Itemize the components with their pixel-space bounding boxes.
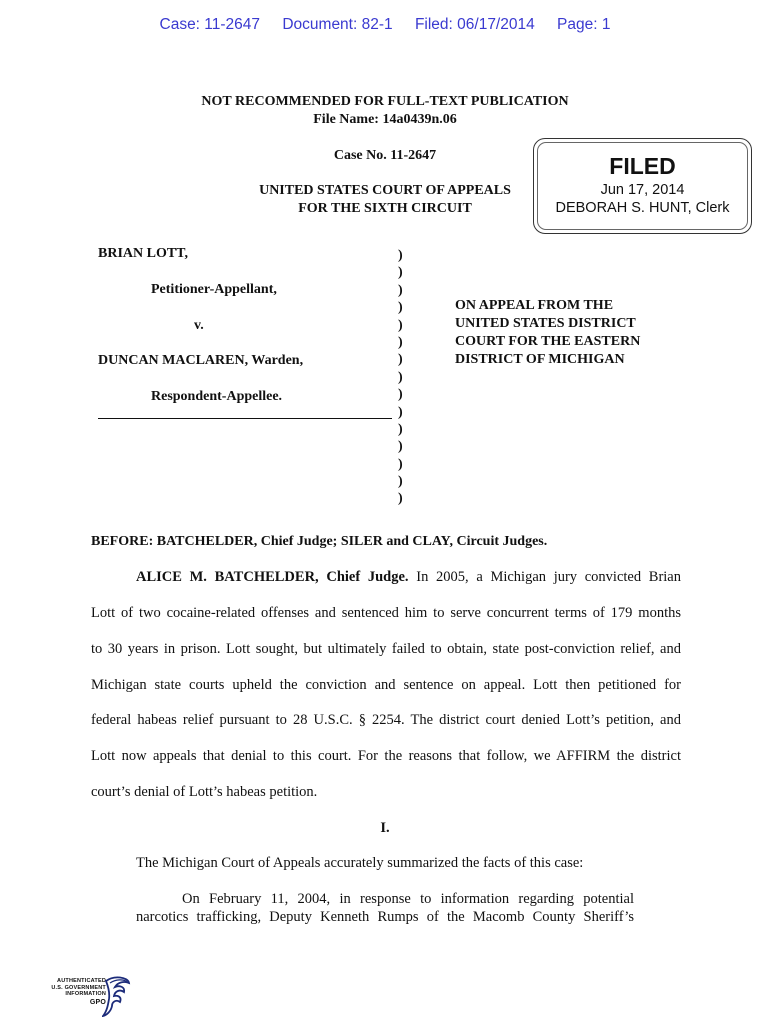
case-header-bar	[0, 16, 770, 34]
paren: )	[398, 248, 403, 263]
respondent-name: DUNCAN MACLAREN, Warden,	[98, 353, 304, 368]
section-intro: The Michigan Court of Appeals accurately summarized the facts of this case:	[136, 855, 584, 871]
opinion-line	[136, 569, 681, 586]
appeal-from-line2: UNITED STATES DISTRICT	[455, 316, 636, 331]
quote-line: narcotics trafficking, Deputy Kenneth Rumps of the Macomb County Sheriff’s	[136, 909, 634, 925]
petitioner-role: Petitioner-Appellant,	[151, 282, 277, 297]
paren: )	[398, 491, 403, 507]
stamp-date: Jun 17, 2014	[600, 182, 685, 198]
caption-parentheses	[398, 247, 410, 508]
petitioner-name: BRIAN LOTT,	[98, 246, 188, 261]
file-name: File Name: 14a0439n.06	[313, 112, 457, 127]
opinion-line: to 30 years in prison. Lott sought, but ultimately failed to obtain, state post-conviction relief, and	[91, 641, 681, 657]
gpo-logo-text	[42, 978, 106, 1007]
appeal-from-line4: DISTRICT OF MICHIGAN	[455, 352, 625, 367]
filed-stamp	[533, 138, 752, 234]
appeal-from-line1: ON APPEAL FROM THE	[455, 298, 614, 313]
opinion-line: Lott of two cocaine-related offenses and sentenced him to serve concurrent terms of 179 months	[91, 605, 681, 621]
opinion-line: Lott now appeals that denial to this court. For the reasons that follow, we AFFIRM the district	[91, 748, 681, 764]
paren: )	[398, 387, 403, 403]
versus: v.	[194, 318, 204, 333]
page-number-label: Page: 1	[557, 16, 611, 33]
paren: )	[398, 352, 403, 368]
paren: )	[398, 439, 403, 455]
case-number: Case No. 11-2647	[333, 148, 437, 163]
paren: )	[398, 474, 403, 490]
caption-divider	[98, 418, 392, 419]
paren: )	[398, 404, 403, 420]
paren: )	[398, 282, 403, 298]
gpo-logo-line: INFORMATION	[65, 991, 106, 997]
opinion-line: federal habeas relief pursuant to 28 U.S.C. § 2254. The district court denied Lott’s petition, and	[91, 712, 681, 728]
quote-line: On February 11, 2004, in response to information regarding potential	[182, 891, 634, 907]
gpo-logo-line: AUTHENTICATED	[57, 978, 106, 984]
stamp-clerk: DEBORAH S. HUNT, Clerk	[555, 200, 730, 216]
opinion-line: Michigan state courts upheld the conviction and sentence on appeal. Lott then petitioned for	[91, 677, 681, 693]
case-number-label: Case: 11-2647	[159, 16, 261, 33]
section-heading: I.	[380, 820, 390, 836]
paren: )	[398, 317, 403, 333]
gpo-logo-line: GPO	[89, 998, 106, 1006]
document-number-label: Document: 82-1	[282, 16, 393, 33]
gpo-authenticated-logo	[42, 975, 132, 1017]
paren: )	[398, 456, 403, 472]
stamp-title: FILED	[609, 153, 676, 179]
eagle-emblem-icon	[102, 975, 132, 1017]
opinion-line: court’s denial of Lott’s habeas petition.	[91, 784, 318, 800]
panel-judges: BEFORE: BATCHELDER, Chief Judge; SILER and CLAY, Circuit Judges.	[91, 534, 548, 549]
court-name-line2: FOR THE SIXTH CIRCUIT	[298, 201, 472, 216]
paren: )	[398, 369, 403, 385]
opinion-line1-text: In 2005, a Michigan jury convicted Brian	[416, 569, 681, 585]
publication-notice: NOT RECOMMENDED FOR FULL-TEXT PUBLICATION	[201, 94, 569, 109]
filed-date-label: Filed: 06/17/2014	[414, 16, 535, 33]
appeal-from-line3: COURT FOR THE EASTERN	[455, 334, 641, 349]
paren: )	[398, 421, 403, 437]
paren: )	[398, 334, 403, 350]
court-name-line1: UNITED STATES COURT OF APPEALS	[259, 183, 511, 198]
gpo-logo-line: U.S. GOVERNMENT	[51, 984, 106, 991]
paren: )	[398, 265, 403, 281]
opinion-author: ALICE M. BATCHELDER, Chief Judge.	[136, 569, 409, 585]
respondent-role: Respondent-Appellee.	[151, 389, 283, 404]
paren: )	[398, 300, 403, 316]
